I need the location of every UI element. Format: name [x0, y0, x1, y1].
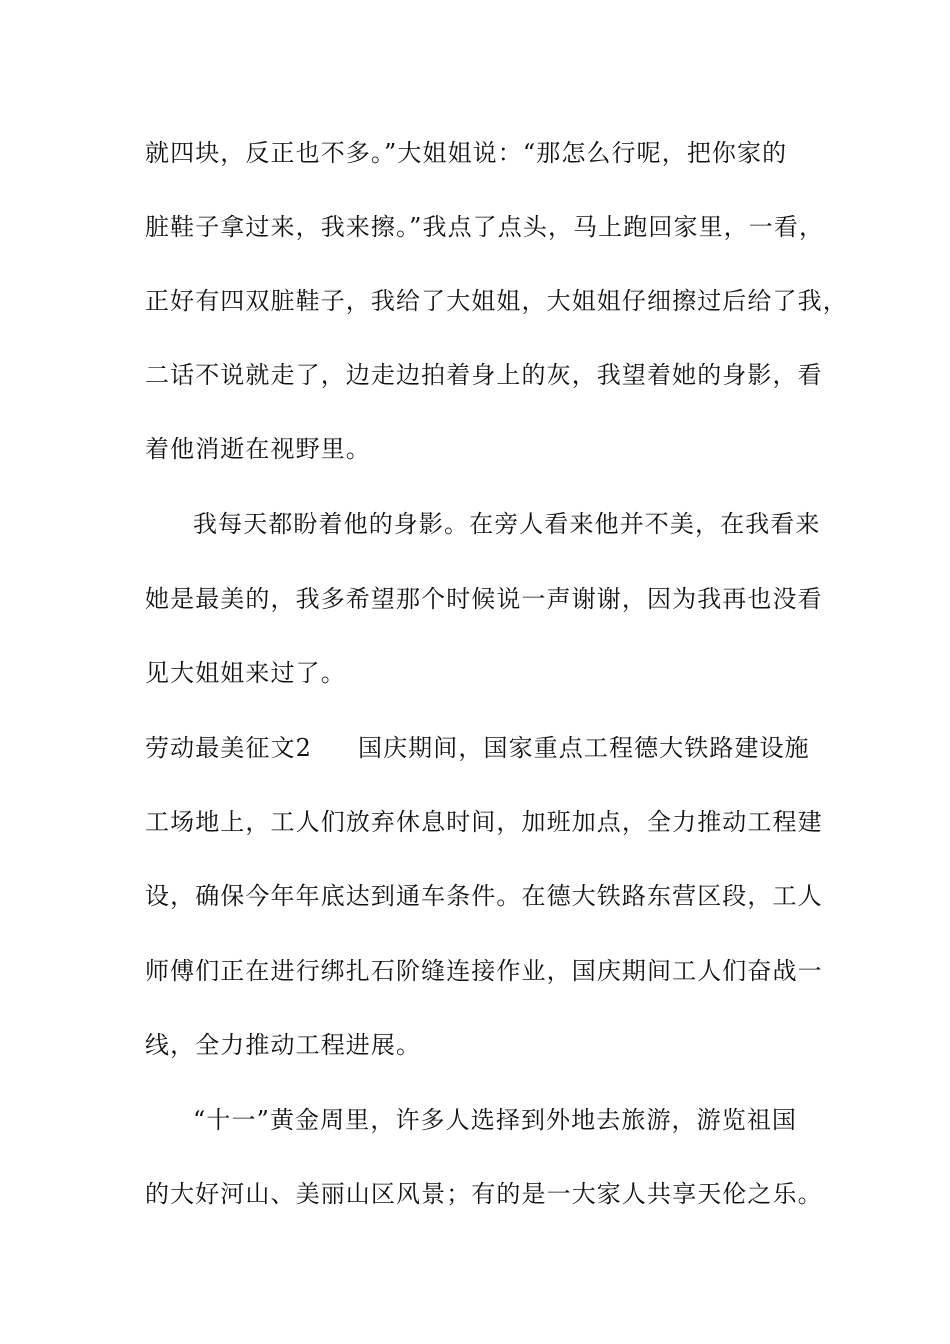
paragraph-line: 二话不说就走了，边走边拍着身上的灰，我望着她的身影，看 — [145, 361, 823, 389]
paragraph-line: 她是最美的，我多希望那个时候说一声谢谢，因为我再也没看 — [145, 585, 823, 613]
paragraph-line: 着他消逝在视野里。 — [145, 435, 371, 463]
paragraph-line: 我每天都盼着他的身影。在旁人看来他并不美，在我看来 — [193, 510, 821, 538]
paragraph-line: 见大姐姐来过了。 — [145, 659, 346, 687]
paragraph-line: 脏鞋子拿过来，我来擦。”我点了点头，马上跑回家里，一看， — [145, 213, 825, 241]
paragraph-line: 正好有四双脏鞋子，我给了大姐姐，大姐姐仔细擦过后给了我， — [145, 287, 848, 315]
paragraph-line: 设，确保今年年底达到通车条件。在德大铁路东营区段，工人 — [145, 882, 823, 910]
heading-line — [145, 733, 810, 763]
paragraph-line: 国庆期间，国家重点工程德大铁路建设施 — [357, 734, 810, 762]
paragraph-line: “十一”黄金周里，许多人选择到外地去旅游，游览祖国 — [193, 1106, 798, 1134]
paragraph-line: 的大好河山、美丽山区风景；有的是一大家人共享天伦之乐。 — [145, 1180, 823, 1208]
paragraph-line: 工场地上，工人们放弃休息时间，加班加点，全力推动工程建 — [145, 808, 823, 836]
paragraph-line: 就四块，反正也不多。”大姐姐说：“那怎么行呢，把你家的 — [145, 139, 788, 167]
section-heading: 劳动最美征文2 — [145, 734, 312, 762]
paragraph-line: 师傅们正在进行绑扎石阶缝连接作业，国庆期间工人们奋战一 — [145, 957, 823, 985]
paragraph-line: 线，全力推动工程进展。 — [145, 1031, 422, 1059]
